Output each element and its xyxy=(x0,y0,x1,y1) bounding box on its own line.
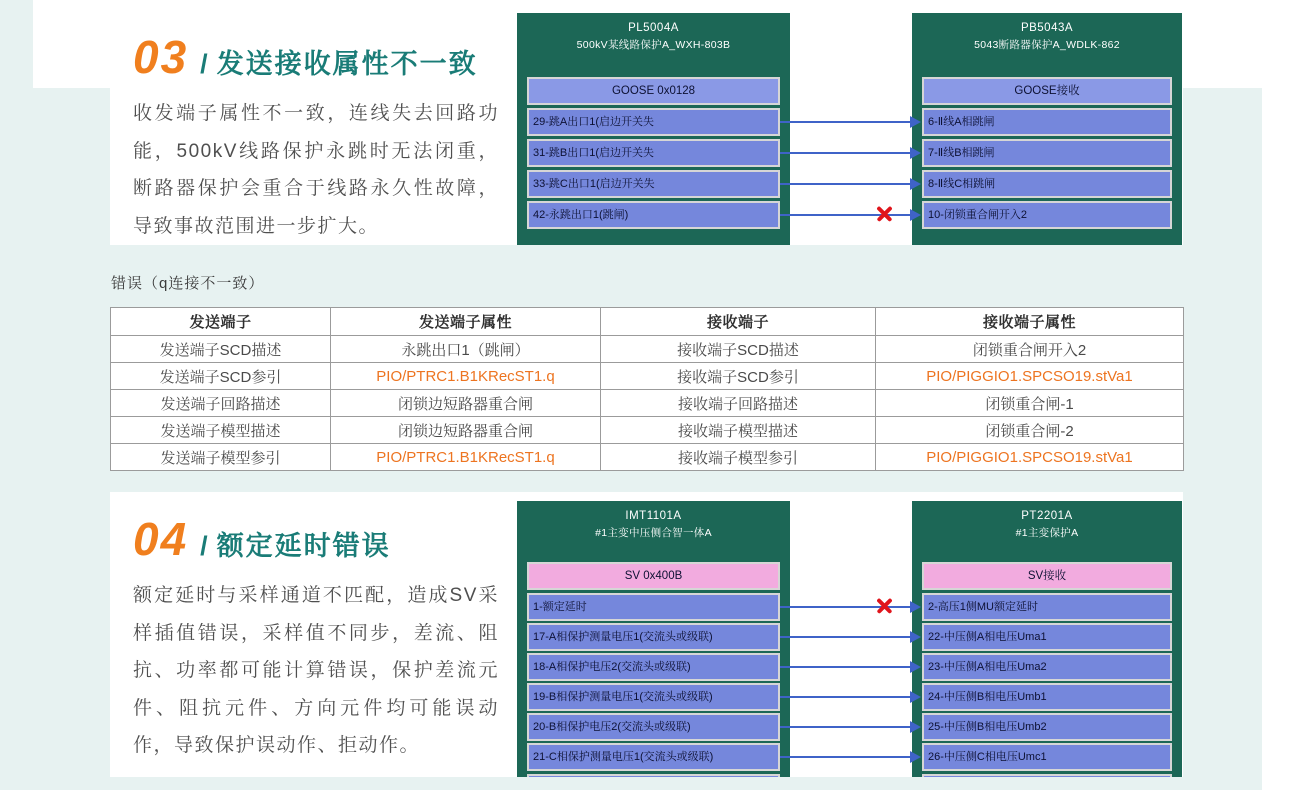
connection-arrow xyxy=(780,726,910,728)
table-row xyxy=(111,390,1184,417)
section-04-number: 04 xyxy=(133,513,189,565)
terminal-box: 33-跳C出口1(启边开关失 xyxy=(527,170,780,198)
device-desc: #1主变保护A xyxy=(1015,527,1079,539)
column-header: 发送端子 xyxy=(111,308,331,336)
sv-sender-panel xyxy=(517,501,790,777)
terminal-box: 22-中压侧A相电压Uma1 xyxy=(922,623,1172,651)
table-cell: 永跳出口1（跳闸） xyxy=(331,336,601,363)
scd-reference-cell: PIO/PIGGIO1.SPCSO19.stVa1 xyxy=(876,363,1184,390)
device-name: PB5043A xyxy=(1020,22,1074,34)
error-cross-icon xyxy=(876,597,893,614)
device-desc: 5043断路器保护A_WDLK-862 xyxy=(974,39,1120,51)
device-name: PL5004A xyxy=(628,22,679,34)
terminal-box: 1-额定延时 xyxy=(527,593,780,621)
section-03-body: 收发端子属性不一致，连线失去回路功能，500kV线路保护永跳时无法闭重，断路器保护会重合于线路永久性故障，导致事故范围进一步扩大。 xyxy=(133,103,499,237)
connection-arrow xyxy=(780,666,910,668)
table-cell: 接收端子模型参引 xyxy=(601,444,876,471)
error-comparison-table xyxy=(110,307,1184,471)
slash-separator: / xyxy=(200,531,208,561)
terminal-box-partial xyxy=(922,774,1172,777)
section-03-heading xyxy=(133,30,503,84)
terminal-box: 29-跳A出口1(启边开关失 xyxy=(527,108,780,136)
connection-arrow xyxy=(780,756,910,758)
terminal-box: 6-Ⅱ线A相跳闸 xyxy=(922,108,1172,136)
terminal-box: 17-A相保护测量电压1(交流头或级联) xyxy=(527,623,780,651)
sv-receiver-panel xyxy=(912,501,1182,777)
table-row xyxy=(111,336,1184,363)
table-cell: 闭锁边短路器重合闸 xyxy=(331,390,601,417)
terminal-box: 25-中压侧B相电压Umb2 xyxy=(922,713,1172,741)
table-cell: 接收端子SCD参引 xyxy=(601,363,876,390)
device-name: IMT1101A xyxy=(625,510,682,522)
table-cell: 发送端子SCD参引 xyxy=(111,363,331,390)
connection-arrow xyxy=(780,696,910,698)
terminal-box: 19-B相保护测量电压1(交流头或级联) xyxy=(527,683,780,711)
goose-receiver-panel xyxy=(912,13,1182,245)
goose-sender-panel xyxy=(517,13,790,245)
table-row xyxy=(111,444,1184,471)
device-desc: #1主变中压侧合智一体A xyxy=(595,527,712,539)
connection-arrow xyxy=(780,636,910,638)
table-cell: 发送端子模型参引 xyxy=(111,444,331,471)
terminal-box: 7-Ⅱ线B相跳闸 xyxy=(922,139,1172,167)
model-reference-cell: PIO/PIGGIO1.SPCSO19.stVa1 xyxy=(876,444,1184,471)
terminal-box: 31-跳B出口1(启边开关失 xyxy=(527,139,780,167)
table-cell: 接收端子回路描述 xyxy=(601,390,876,417)
scd-reference-cell: PIO/PTRC1.B1KRecST1.q xyxy=(331,363,601,390)
section-04-title: 额定延时错误 xyxy=(216,531,391,561)
terminal-box: 24-中压侧B相电压Umb1 xyxy=(922,683,1172,711)
table-cell: 闭锁重合闸-2 xyxy=(876,417,1184,444)
device-name: PT2201A xyxy=(1021,510,1073,522)
device-desc: 500kV某线路保护A_WXH-803B xyxy=(576,39,731,51)
terminal-box: 20-B相保护电压2(交流头或级联) xyxy=(527,713,780,741)
table-cell: 闭锁重合闸开入2 xyxy=(876,336,1184,363)
sv-receive-header: SV接收 xyxy=(922,562,1172,590)
terminal-box: 42-永跳出口1(跳闸) xyxy=(527,201,780,229)
connection-arrow xyxy=(780,152,910,154)
table-cell: 接收端子模型描述 xyxy=(601,417,876,444)
terminal-box: 8-Ⅱ线C相跳闸 xyxy=(922,170,1172,198)
table-cell: 接收端子SCD描述 xyxy=(601,336,876,363)
table-cell: 发送端子回路描述 xyxy=(111,390,331,417)
section-03-number: 03 xyxy=(133,31,189,83)
goose-send-header: GOOSE 0x0128 xyxy=(527,77,780,105)
table-cell: 闭锁边短路器重合闸 xyxy=(331,417,601,444)
section-04-body: 额定延时与采样通道不匹配，造成SV采样插值错误，采样值不同步，差流、阻抗、功率都可能计算错误，保护差流元件、阻抗元件、方向元件均可能误动作，导致保护误动作、拒动作。 xyxy=(133,585,499,756)
section-03-text xyxy=(133,30,503,245)
sv-send-header: SV 0x400B xyxy=(527,562,780,590)
terminal-box: 26-中压侧C相电压Umc1 xyxy=(922,743,1172,771)
table-cell: 发送端子SCD描述 xyxy=(111,336,331,363)
table-cell: 闭锁重合闸-1 xyxy=(876,390,1184,417)
terminal-box: 21-C相保护测量电压1(交流头或级联) xyxy=(527,743,780,771)
model-reference-cell: PIO/PTRC1.B1KRecST1.q xyxy=(331,444,601,471)
connection-arrow xyxy=(780,121,910,123)
table-cell: 发送端子模型描述 xyxy=(111,417,331,444)
error-cross-icon xyxy=(876,205,893,222)
terminal-box: 18-A相保护电压2(交流头或级联) xyxy=(527,653,780,681)
table-header-row xyxy=(111,308,1184,336)
section-03-title: 发送接收属性不一致 xyxy=(216,49,478,79)
table-row xyxy=(111,363,1184,390)
section-04-text xyxy=(133,512,503,765)
terminal-box-partial xyxy=(527,774,780,777)
connection-arrow xyxy=(780,183,910,185)
section-04-heading xyxy=(133,512,503,566)
terminal-box: 2-高压1侧MU额定延时 xyxy=(922,593,1172,621)
slash-separator: / xyxy=(200,49,208,79)
goose-receive-header: GOOSE接收 xyxy=(922,77,1172,105)
column-header: 接收端子属性 xyxy=(876,308,1184,336)
terminal-box: 10-闭锁重合闸开入2 xyxy=(922,201,1172,229)
column-header: 发送端子属性 xyxy=(331,308,601,336)
column-header: 接收端子 xyxy=(601,308,876,336)
terminal-box: 23-中压侧A相电压Uma2 xyxy=(922,653,1172,681)
table-row xyxy=(111,417,1184,444)
error-table-caption: 错误（q连接不一致） xyxy=(111,275,265,292)
